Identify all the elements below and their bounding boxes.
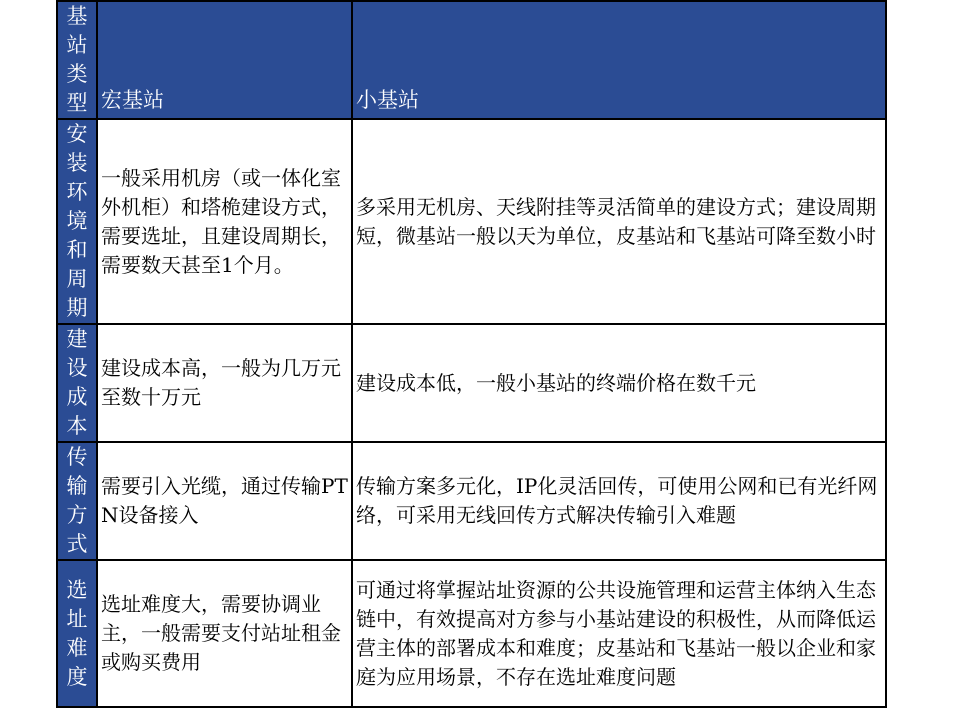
base-station-comparison-table [56,0,887,708]
header-small-station: 小基站 [352,1,886,119]
row-label-transmission: 传输方式 [57,442,97,560]
table-row [57,560,886,707]
table-row [57,442,886,560]
macro-cost: 建设成本高，一般为几万元至数十万元 [97,324,352,442]
table-row [57,119,886,324]
small-cost: 建设成本低，一般小基站的终端价格在数千元 [352,324,886,442]
table-row [57,324,886,442]
header-macro-station: 宏基站 [97,1,352,119]
header-type-label: 基站类型 [57,1,97,119]
row-label-cost: 建设成本 [57,324,97,442]
row-label-site-selection: 选址难度 [57,560,97,707]
macro-transmission: 需要引入光缆，通过传输PTN设备接入 [97,442,352,560]
macro-site-selection: 选址难度大，需要协调业主，一般需要支付站址租金或购买费用 [97,560,352,707]
macro-install-cycle: 一般采用机房（或一体化室外机柜）和塔桅建设方式，需要选址，且建设周期长，需要数天甚至1个月。 [97,119,352,324]
small-install-cycle: 多采用无机房、天线附挂等灵活简单的建设方式；建设周期短，微基站一般以天为单位，皮基站和飞基站可降至数小时 [352,119,886,324]
row-label-install-cycle: 安装环境和周期 [57,119,97,324]
small-site-selection: 可通过将掌握站址资源的公共设施管理和运营主体纳入生态链中，有效提高对方参与小基站建设的积极性，从而降低运营主体的部署成本和难度；皮基站和飞基站一般以企业和家庭为应用场景，不存在选址难度问题 [352,560,886,707]
small-transmission: 传输方案多元化，IP化灵活回传，可使用公网和已有光纤网络，可采用无线回传方式解决传输引入难题 [352,442,886,560]
table-header-row [57,1,886,119]
